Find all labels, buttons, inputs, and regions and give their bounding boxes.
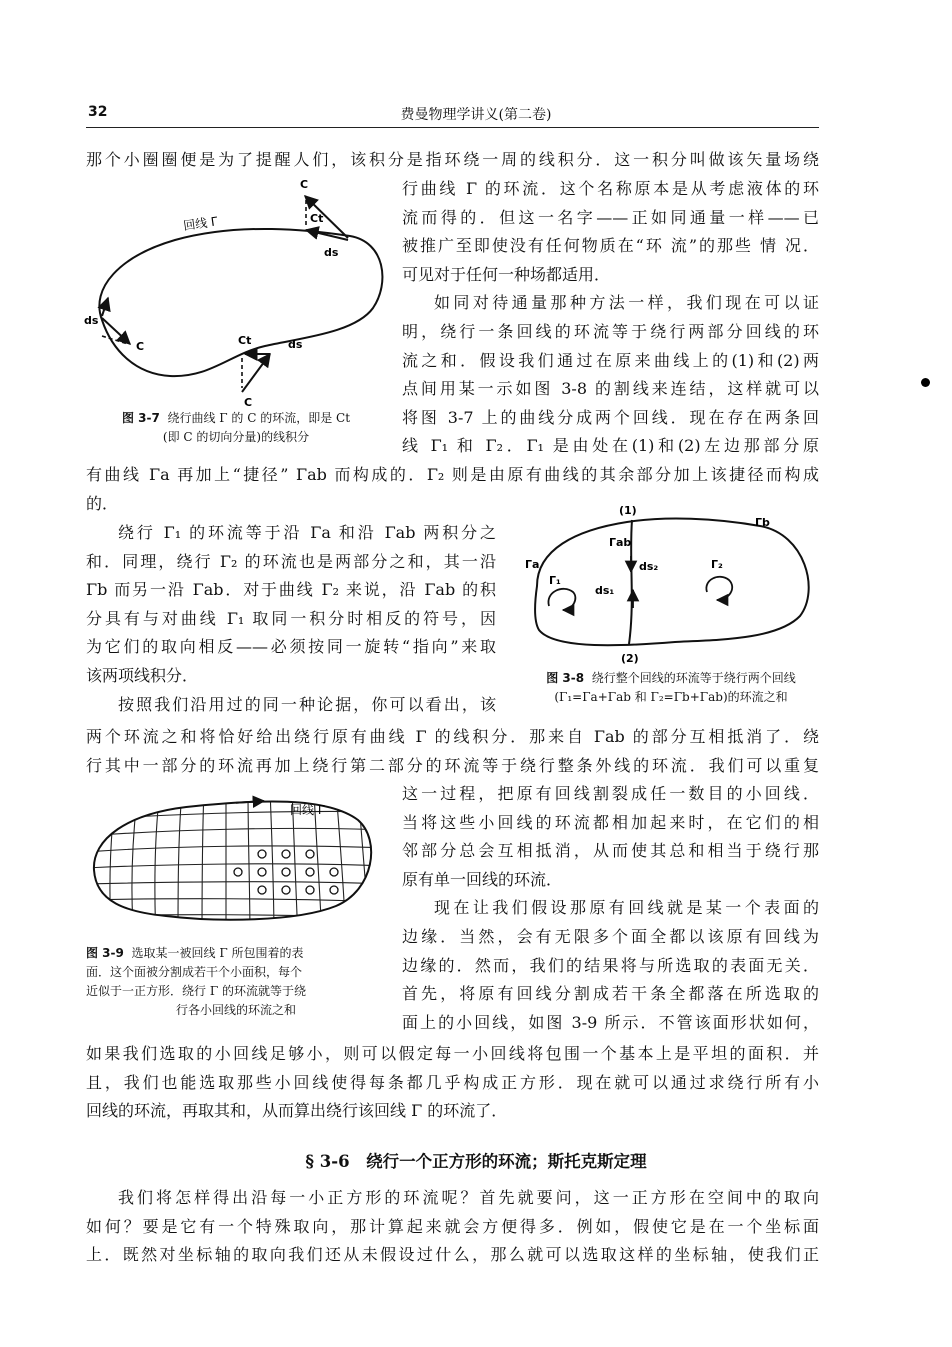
curve-gamma	[99, 229, 382, 376]
figure-3-8	[515, 500, 820, 670]
text-line: 原有单一回线的环流．	[402, 869, 563, 889]
caption-number: 图 3-8	[546, 671, 585, 685]
section-title: § 3-6 绕行一个正方形的环流；斯托克斯定理	[305, 1152, 647, 1171]
label-c-left: C	[136, 340, 145, 353]
loop-gamma	[94, 801, 371, 919]
text-line: 的．	[86, 493, 119, 513]
label-1: (1)	[619, 504, 637, 517]
text-line: 现在让我们假设那原有回线就是某一个表面的	[434, 898, 819, 918]
label-c-bottom: C	[244, 396, 253, 409]
text-line: 线 Γ₁ 和 Γ₂．Γ₁ 是由处在(1)和(2)左边那部分原	[402, 436, 819, 456]
text-line: 上．既然对坐标轴的取向我们还从未假设过什么，那么就可以选取这样的坐标轴，使我们正	[86, 1245, 819, 1265]
circulation-g1	[548, 589, 575, 610]
running-title: 费曼物理学讲义(第二卷)	[400, 107, 552, 123]
text-line: 流之和．假设我们通过在原来曲线上的(1)和(2)两	[402, 350, 819, 370]
label-gab: Γab	[609, 536, 632, 549]
caption-text: 面．这个面被分割成若干个小面积，每个	[86, 965, 303, 979]
paragraph-left-1	[86, 519, 496, 719]
label-g1: Γ₁	[549, 574, 561, 587]
text-line: 边缘的．然而，我们的结果将与所选取的表面无关．	[402, 955, 819, 975]
text-line: 这一过程，把原有回线割裂成任一数目的小回线．	[402, 784, 819, 803]
figure-3-8-caption	[512, 669, 830, 707]
label-curve: 回线 Γ	[182, 214, 219, 233]
caption-text: 选取某一被回线 Γ 所包围着的表	[131, 946, 304, 960]
vector-c-bottom	[242, 354, 270, 392]
text-line: 明，绕行一条回线的环流等于绕行两部分回线的环	[402, 321, 819, 341]
text-line: 当将这些小回线的环流都相加起来时，在它们的相	[402, 812, 819, 832]
text-line: 行曲线 Γ 的环流．这个名称原本是从考虑液体的环	[402, 179, 819, 198]
paragraph-full-3	[86, 1040, 819, 1126]
paragraph-final	[86, 1184, 819, 1270]
text-line: 流而得的．但这一名字——正如同通量一样——已	[402, 207, 819, 227]
text-line: 点间用某一示如图 3-8 的割线来连结，这样就可以	[402, 379, 819, 399]
figure-3-7-caption	[86, 409, 386, 447]
text-line: 可见对于任何一种场都适用．	[402, 264, 611, 284]
text-line: 如何？要是它有一个特殊取向，那计算起来就会方便得多．例如，假使它是在一个坐标面	[86, 1216, 819, 1236]
text-line: 按照我们沿用过的同一种论据，你可以看出，该	[118, 694, 496, 714]
label-ds2: ds₂	[639, 560, 659, 573]
text-line: 分具有与对曲线 Γ₁ 取同一积分时相反的符号，因	[86, 608, 496, 628]
text-line: 那个小圈圈便是为了提醒人们，该积分是指环绕一周的线积分．这一积分叫做该矢量场绕	[86, 150, 819, 169]
label-curve: 回线 Γ	[290, 803, 325, 817]
paragraph-right-1	[402, 175, 819, 461]
figure-3-9-caption	[86, 944, 386, 1020]
text-line: 如果我们选取的小回线足够小，则可以假定每一小回线将包围一个基本上是平坦的面积．并	[86, 1044, 819, 1063]
text-line: 绕行 Γ₁ 的环流等于沿 Γa 和沿 Γab 两积分之	[118, 523, 496, 542]
label-ds1: ds₁	[595, 584, 615, 597]
text-line: 如同对待通量那种方法一样，我们现在可以证	[434, 293, 819, 313]
label-g2: Γ₂	[711, 558, 723, 571]
header-rule	[86, 127, 819, 128]
page-number: 32	[88, 104, 108, 120]
caption-text: 绕行曲线 Γ 的 C 的环流，即是 Ct	[167, 411, 351, 425]
text-line: 行其中一部分的环流再加上绕行第二部分的环流等于绕行整条外线的环流．我们可以重复	[86, 755, 819, 775]
text-line: 和．同理，绕行 Γ₂ 的环流也是两部分之和，其一沿	[86, 551, 496, 571]
caption-text: (即 C 的切向分量)的线积分	[162, 430, 310, 444]
text-line: 我们将怎样得出沿每一小正方形的环流呢？首先就要问，这一正方形在空间中的取向	[118, 1188, 819, 1207]
paragraph-full-2	[86, 723, 819, 780]
caption-text: 行各小回线的环流之和	[175, 1003, 296, 1017]
caption-number: 图 3-7	[121, 411, 160, 425]
paragraph-right-2	[402, 780, 819, 1037]
label-2: (2)	[621, 652, 639, 665]
label-ds-bottom: ds	[288, 338, 303, 351]
circulation-g2	[706, 577, 732, 600]
label-c-top: C	[300, 178, 309, 191]
text-line: 面上的小回线，如图 3-9 所示．不管该面形状如何，	[402, 1012, 819, 1032]
text-line: 边缘．当然，会有无限多个面全都以该原有回线为	[402, 926, 819, 946]
label-ga: Γa	[525, 558, 540, 571]
label-ds-left: ds	[84, 314, 99, 327]
label-ct-bottom: Ct	[238, 334, 252, 347]
text-line: 邻部分总会互相抵消，从而使其总和相当于绕行那	[402, 841, 819, 861]
text-line: 被推广至即使没有任何物质在“环 流”的那些 情 况．	[402, 236, 819, 256]
text-line: 且，我们也能选取那些小回线使得每条都几乎构成正方形．现在就可以通过求绕行所有小	[86, 1072, 819, 1092]
text-line: 回线的环流，再取其和，从而算出绕行该回线 Γ 的环流了．	[86, 1101, 508, 1121]
caption-text: 近似于一正方形．绕行 Γ 的环流就等于绕	[86, 984, 306, 998]
ds-left	[102, 298, 108, 316]
text-line: 将图 3-7 上的曲线分成两个回线．现在存在两条回	[402, 407, 819, 427]
outer-curve	[535, 519, 809, 646]
text-line: Γb 而另一沿 Γab．对于曲线 Γ₂ 来说，沿 Γab 的积	[86, 580, 496, 600]
label-ct-top: Ct	[310, 212, 324, 225]
caption-number: 图 3-9	[86, 946, 124, 960]
text-line: 首先，将原有回线分割成若干条全都落在所选取的	[402, 984, 819, 1004]
label-ds-top: ds	[324, 246, 339, 259]
caption-text: (Γ₁=Γa+Γab 和 Γ₂=Γb+Γab)的环流之和	[554, 690, 788, 704]
figure-3-7	[80, 178, 390, 418]
text-line: 有曲线 Γa 再加上“捷径” Γab 而构成的．Γ₂ 则是由原有曲线的其余部分加上该捷径而构成	[86, 465, 819, 484]
margin-dot	[921, 378, 930, 387]
text-line: 为它们的取向相反——必须按同一旋转“指向”来取	[86, 637, 496, 657]
paragraph-top	[86, 146, 819, 175]
text-line: 该两项线积分．	[86, 665, 199, 685]
caption-text: 绕行整个回线的环流等于绕行两个回线	[591, 671, 796, 685]
label-gb: Γb	[755, 516, 770, 529]
text-line: 两个环流之和将恰好给出绕行原有曲线 Γ 的线积分．那来自 Γab 的部分互相抵消了．绕	[86, 727, 819, 746]
figure-3-9	[86, 790, 386, 940]
